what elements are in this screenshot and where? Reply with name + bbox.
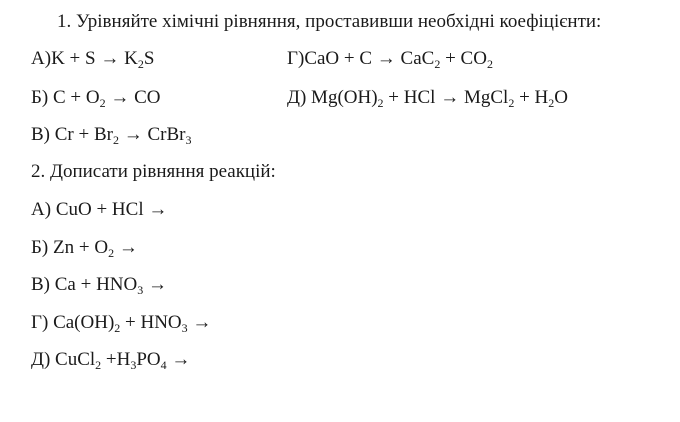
- formula-text: →: [143, 274, 167, 295]
- formula-subscript: 4: [160, 358, 167, 372]
- formula-text: S →: [85, 48, 125, 69]
- equation-label: Д): [31, 349, 56, 370]
- formula-text: K: [124, 48, 138, 69]
- formula-text: S: [143, 48, 155, 69]
- equation-label: Б): [31, 237, 53, 258]
- formula-text: +: [383, 87, 404, 108]
- formula-subscript: 2: [112, 133, 119, 147]
- formula-subscript: 3: [137, 283, 144, 297]
- formula-text: HCl →: [403, 87, 464, 108]
- task1-equation-v: [31, 124, 191, 146]
- task2-heading: 2. Дописати рівняння реакцій:: [31, 161, 276, 182]
- equation-label: Г): [31, 312, 54, 333]
- formula-text: CO: [134, 87, 161, 108]
- formula-text: CaO +: [304, 48, 360, 69]
- formula-text: Cr +: [54, 124, 94, 145]
- formula-text: MgCl: [463, 87, 509, 108]
- formula-text: +: [514, 87, 535, 108]
- formula-text: O: [94, 237, 109, 258]
- formula-text: Ca + HNO: [54, 274, 138, 295]
- equation-label: A): [31, 199, 56, 220]
- formula-subscript: 2: [486, 57, 493, 71]
- formula-text: CrBr: [147, 124, 186, 145]
- formula-text: O: [554, 87, 568, 108]
- formula-text: C →: [359, 48, 401, 69]
- formula-subscript: 3: [181, 321, 188, 335]
- formula-text: CuO + HCl →: [55, 199, 168, 220]
- formula-text: →: [105, 87, 135, 108]
- formula-subscript: 2: [377, 96, 384, 110]
- formula-text: →: [118, 124, 148, 145]
- formula-text: →: [166, 349, 191, 370]
- formula-text: +H: [101, 349, 131, 370]
- task1-equation-b: [31, 87, 161, 109]
- formula-text: K +: [51, 48, 85, 69]
- formula-text: CuCl: [55, 349, 96, 370]
- formula-text: Mg(OH): [311, 87, 378, 108]
- equation-label: Б): [31, 87, 53, 108]
- formula-text: H: [534, 87, 549, 108]
- task1-equation-a: [31, 48, 154, 70]
- formula-text: + HNO: [120, 312, 182, 333]
- formula-text: →: [114, 237, 138, 258]
- task2-equation-g: [31, 312, 211, 334]
- task2-equation-d: [31, 349, 190, 371]
- task2-equation-b: [31, 237, 138, 259]
- formula-subscript: 2: [114, 321, 121, 335]
- equation-label: B): [31, 124, 55, 145]
- equation-label: Г): [287, 48, 305, 69]
- formula-text: CO: [460, 48, 487, 69]
- task1-equation-g: [287, 48, 493, 70]
- task1-equation-d: [287, 87, 568, 109]
- formula-subscript: 2: [548, 96, 555, 110]
- formula-text: →: [187, 312, 212, 333]
- task1-heading: 1. Урівняйте хімічні рівняння, проставивши необхідні коефіцієнти:: [57, 11, 602, 32]
- equation-label: Д): [287, 87, 312, 108]
- equation-label: B): [31, 274, 55, 295]
- formula-text: Ca(OH): [53, 312, 115, 333]
- task2-equation-a: [31, 199, 167, 221]
- equation-label: A): [31, 48, 52, 69]
- formula-subscript: 2: [95, 358, 102, 372]
- formula-text: O: [85, 87, 100, 108]
- formula-text: PO: [136, 349, 161, 370]
- formula-subscript: 2: [508, 96, 515, 110]
- formula-text: Zn +: [53, 237, 95, 258]
- formula-subscript: 3: [130, 358, 137, 372]
- formula-text: C +: [53, 87, 86, 108]
- formula-subscript: 3: [185, 133, 192, 147]
- formula-subscript: 2: [434, 57, 441, 71]
- formula-subscript: 2: [99, 96, 106, 110]
- formula-subscript: 2: [137, 57, 144, 71]
- task2-equation-v: [31, 274, 167, 296]
- formula-text: +: [440, 48, 461, 69]
- formula-text: Br: [93, 124, 113, 145]
- formula-text: CaC: [400, 48, 435, 69]
- formula-subscript: 2: [108, 246, 115, 260]
